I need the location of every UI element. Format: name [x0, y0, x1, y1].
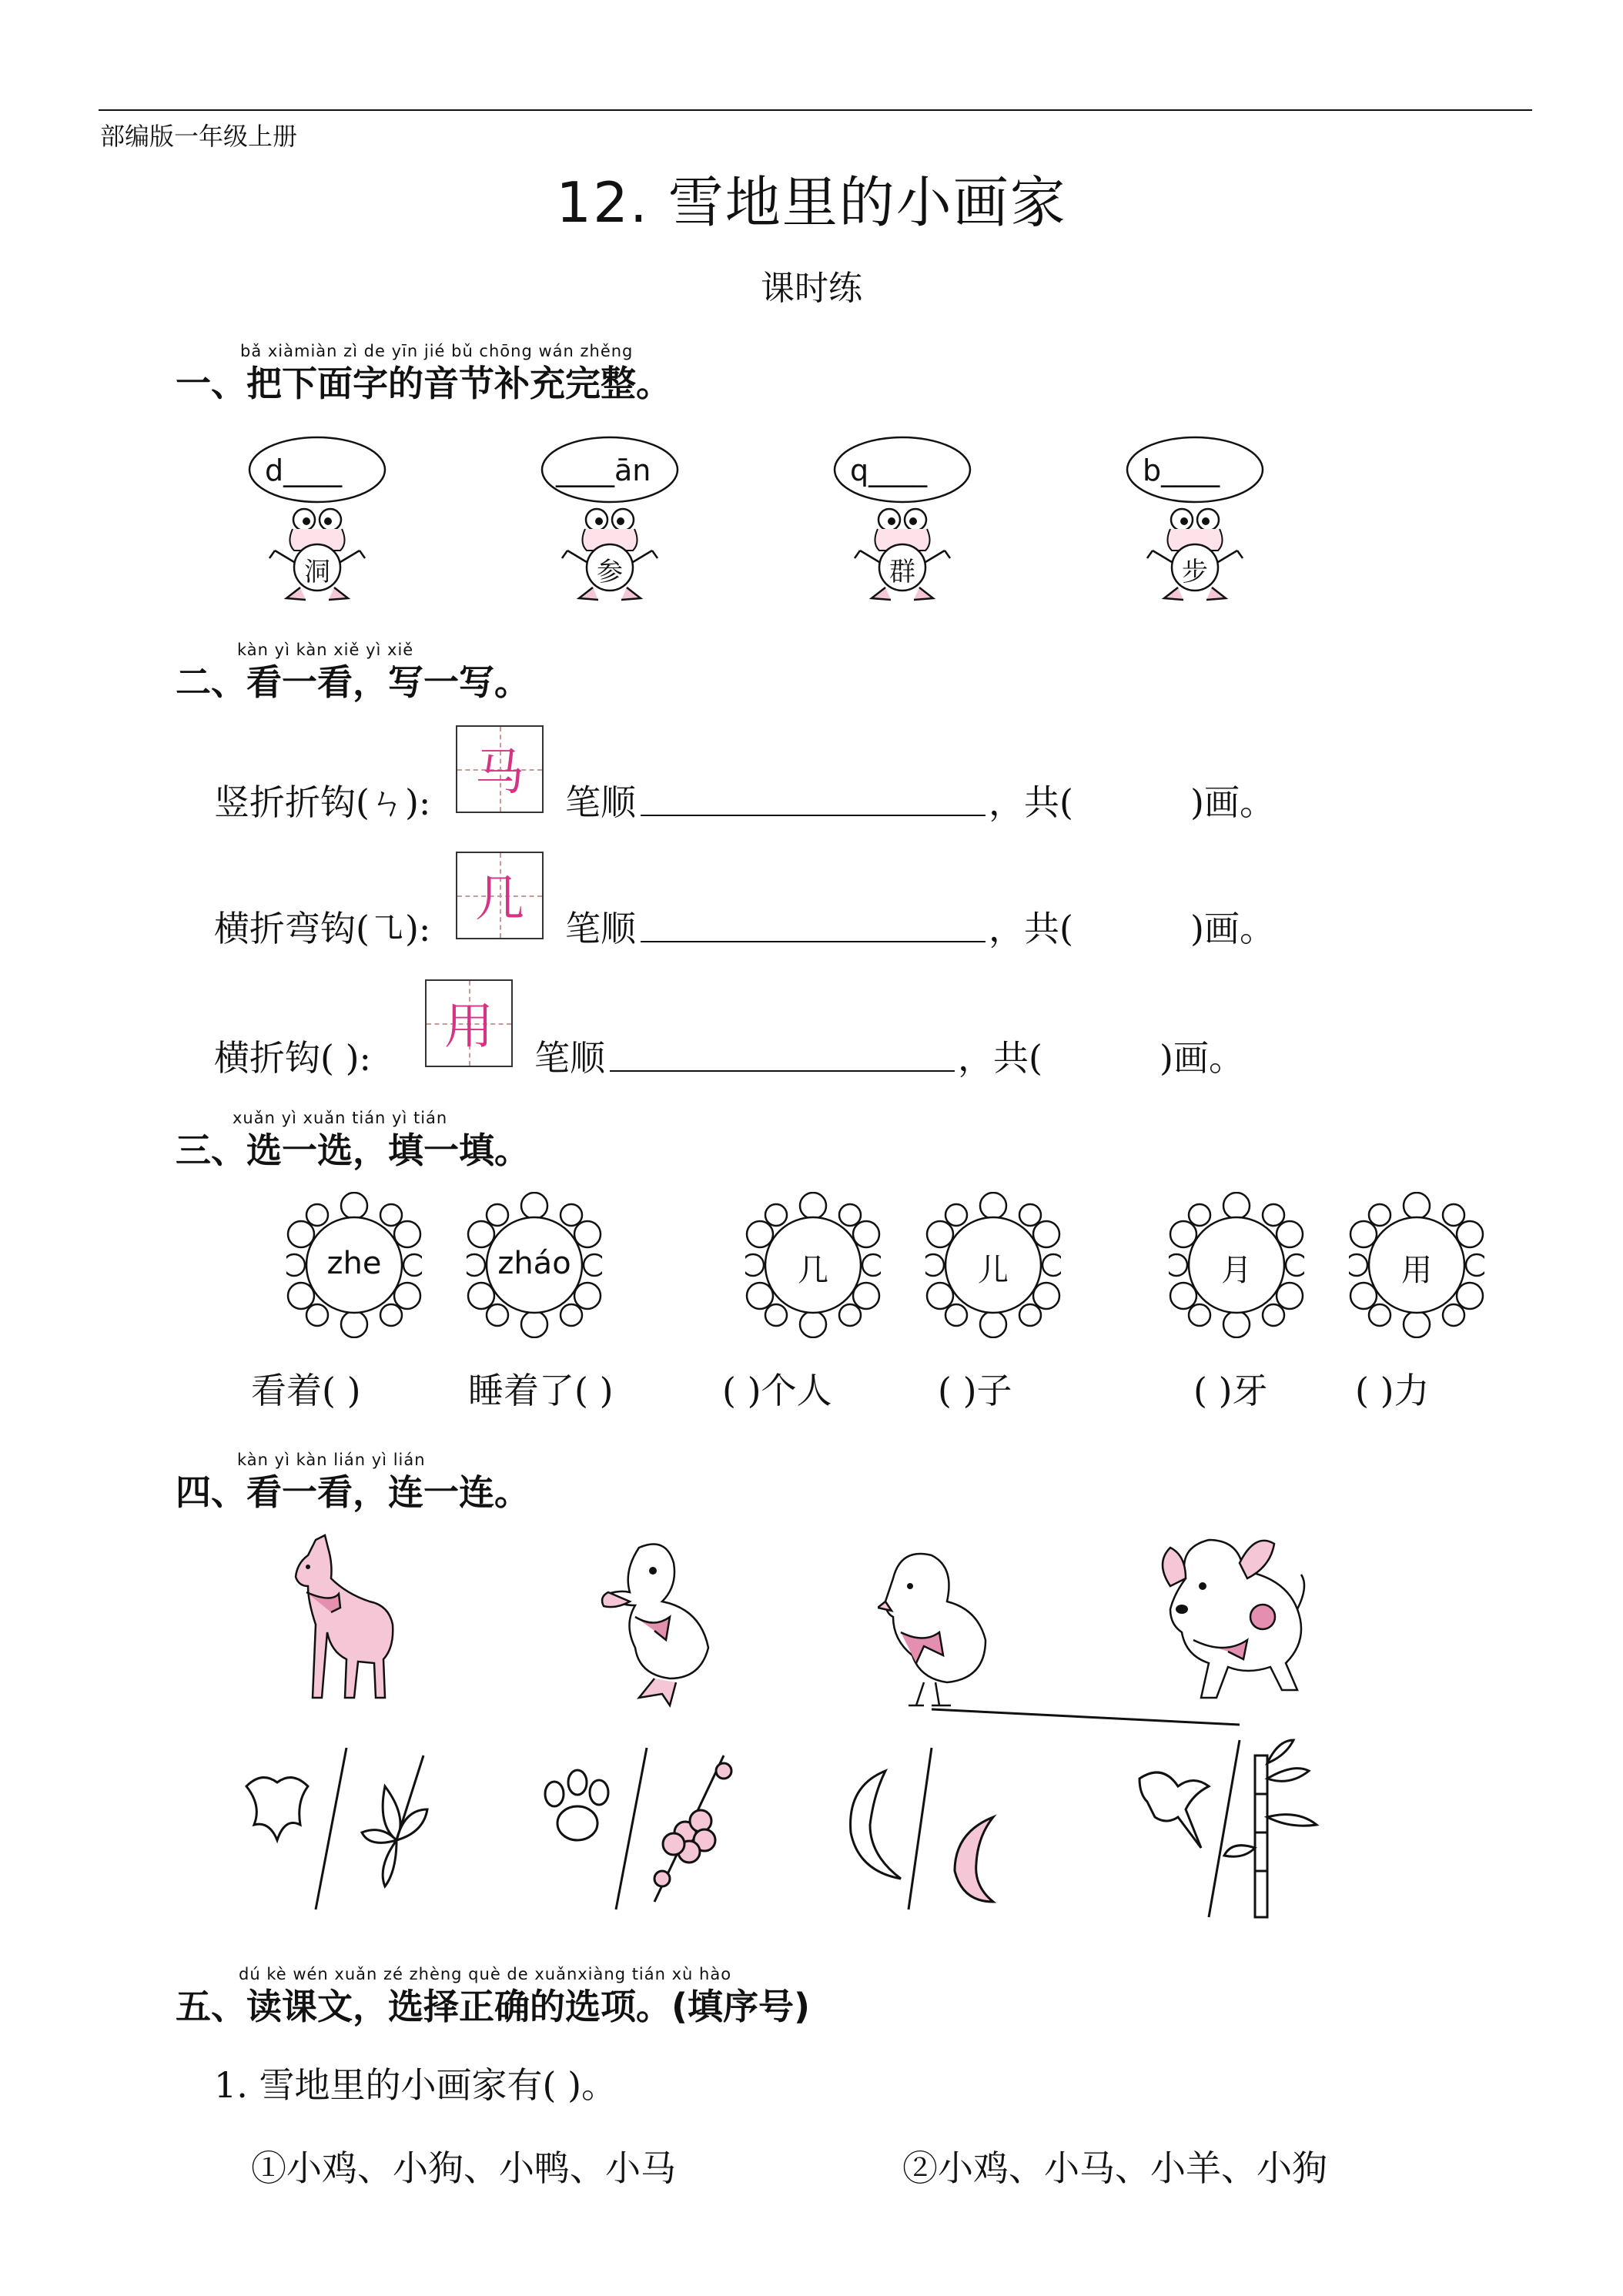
tianzige-box: [456, 725, 544, 813]
bishun-blank[interactable]: [610, 1030, 955, 1072]
bishun-label: 笔顺: [534, 1037, 605, 1079]
sec5-pinyin: dú kè wén xuǎn zé zhèng què de xuǎnxiàng tián xù hào: [239, 1965, 732, 1983]
bishun-blank[interactable]: [641, 775, 986, 816]
fill-item[interactable]: 睡着了( ): [468, 1370, 614, 1411]
frog-char: 群: [889, 557, 915, 587]
stroke-label: 横折弯钩(㇈):: [214, 908, 431, 949]
horse-icon[interactable]: [285, 1532, 400, 1709]
sec5-title: 五、读课文，选择正确的选项。(填序号): [176, 1986, 811, 2027]
frog-syllable: q____: [850, 454, 928, 487]
model-char: 用: [444, 999, 494, 1056]
snowflake: [467, 1192, 602, 1338]
moon-icon[interactable]: [955, 1817, 993, 1902]
flake-text: 儿: [978, 1253, 1009, 1288]
frog-card: [533, 435, 687, 604]
sec4-pinyin: kàn yì kàn lián yì lián: [237, 1451, 426, 1469]
sec3-title: 三、选一选，填一填。: [176, 1130, 530, 1171]
sec1-title: 一、把下面字的音节补充完整。: [176, 363, 671, 404]
grade-label: 部编版一年级上册: [100, 122, 298, 151]
print-pair-1: [231, 1740, 431, 1917]
sec4-title: 四、看一看，连一连。: [176, 1471, 530, 1513]
fill-item[interactable]: 看着( ): [251, 1370, 361, 1411]
flake-text: zháo: [497, 1246, 571, 1281]
flake-text: 几: [798, 1253, 828, 1288]
gong-label: ，共(: [958, 1037, 1042, 1079]
flake-text: 用: [1401, 1253, 1432, 1288]
model-char: 几: [475, 871, 524, 928]
fill-item[interactable]: ( )子: [938, 1370, 1012, 1411]
gong-label: ，共(: [989, 782, 1073, 823]
fill-item[interactable]: ( )力: [1355, 1370, 1430, 1411]
model-char: 马: [475, 745, 524, 802]
print-pair-3: [839, 1740, 1016, 1917]
dog-print-icon[interactable]: [545, 1770, 608, 1840]
flake-text: zhe: [326, 1246, 382, 1281]
plum-blossom-icon[interactable]: [654, 1755, 731, 1902]
snowflake: [925, 1192, 1061, 1338]
page-title: 12. 雪地里的小画家: [556, 170, 1067, 235]
hua-label: )画。: [1160, 1037, 1244, 1079]
gong-label: ，共(: [989, 908, 1073, 949]
tianzige-box: [456, 852, 544, 939]
snowflake: [1349, 1192, 1484, 1338]
frog-char: 步: [1182, 557, 1208, 587]
option-2[interactable]: ②小鸡、小马、小羊、小狗: [902, 2147, 1327, 2189]
fill-item[interactable]: ( )牙: [1193, 1370, 1268, 1411]
frog-char: 参: [597, 557, 623, 587]
frog-card: [240, 435, 394, 604]
bamboo-leaf-icon[interactable]: [362, 1755, 427, 1886]
chick-icon[interactable]: [878, 1548, 1001, 1709]
duck-icon[interactable]: [593, 1532, 724, 1709]
fill-item[interactable]: ( )个人: [722, 1370, 832, 1411]
frog-syllable: d____: [265, 454, 343, 487]
frog-card: [1118, 435, 1272, 604]
crescent-print-icon[interactable]: [851, 1771, 901, 1879]
divider-slash: [316, 1748, 346, 1909]
stroke-label: 横折钩( ):: [214, 1037, 372, 1079]
hua-label: )画。: [1190, 782, 1275, 823]
tianzige-box: [425, 979, 513, 1067]
frog-syllable: ____ān: [556, 454, 651, 487]
question-1[interactable]: 1. 雪地里的小画家有( )。: [214, 2064, 617, 2106]
dog-icon[interactable]: [1155, 1532, 1317, 1709]
sec3-pinyin: xuǎn yì xuǎn tián yì tián: [233, 1109, 448, 1127]
bishun-blank[interactable]: [641, 901, 986, 942]
divider-slash: [616, 1748, 647, 1909]
sec2-pinyin: kàn yì kàn xiě yì xiě: [237, 641, 414, 659]
flake-text: 月: [1221, 1253, 1252, 1288]
header-rule: [99, 109, 1532, 111]
snowflake: [745, 1192, 881, 1338]
page-subtitle: 课时练: [761, 269, 862, 308]
snowflake: [1169, 1192, 1304, 1338]
frog-char: 洞: [304, 557, 330, 587]
print-pair-2: [539, 1740, 739, 1917]
bamboo-icon[interactable]: [1224, 1740, 1317, 1917]
divider-slash: [909, 1748, 932, 1909]
divider-slash: [1209, 1740, 1240, 1917]
stroke-label: 竖折折钩(ㄣ):: [214, 782, 431, 823]
snowflake: [286, 1192, 422, 1338]
claw-print-icon[interactable]: [1139, 1772, 1209, 1848]
duck-print-icon[interactable]: [246, 1778, 308, 1840]
sec1-pinyin: bǎ xiàmiàn zì de yīn jié bǔ chōng wán zhěng: [240, 342, 634, 360]
bishun-label: 笔顺: [565, 782, 636, 823]
option-1[interactable]: ①小鸡、小狗、小鸭、小马: [251, 2147, 676, 2189]
print-pair-4: [1124, 1732, 1324, 1925]
frog-syllable: b____: [1143, 454, 1220, 487]
sec2-title: 二、看一看，写一写。: [176, 661, 530, 703]
hua-label: )画。: [1190, 908, 1275, 949]
frog-card: [825, 435, 979, 604]
bishun-label: 笔顺: [565, 908, 636, 949]
